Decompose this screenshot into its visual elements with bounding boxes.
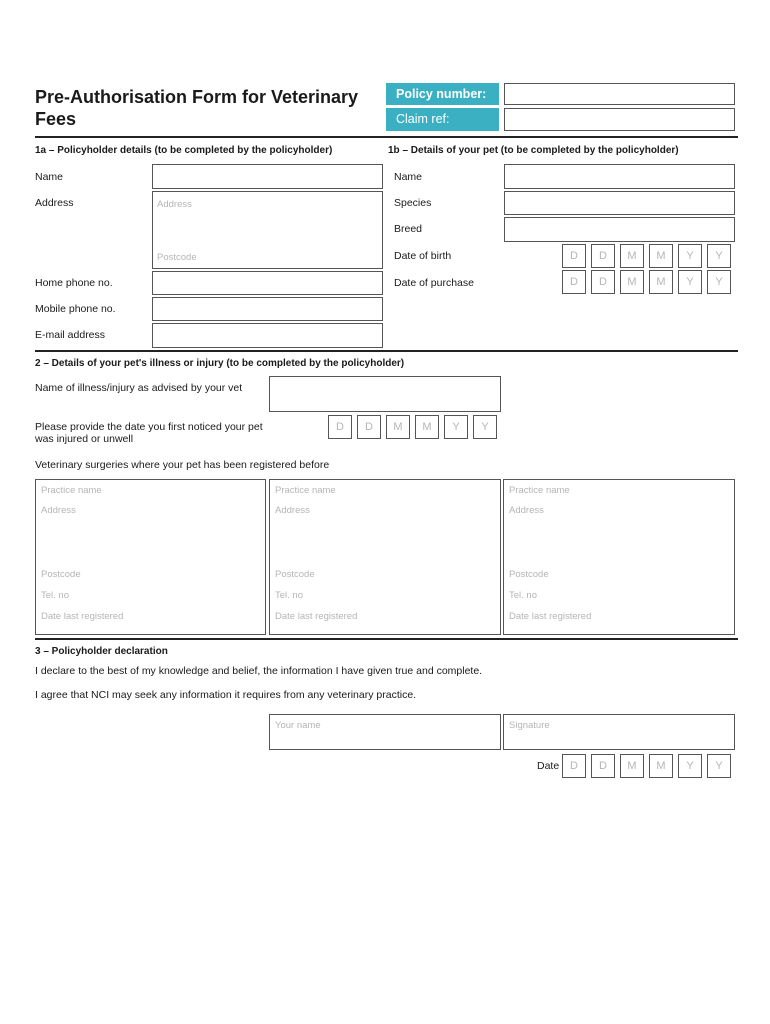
practice-address-placeholder: Address bbox=[275, 505, 310, 516]
date-digit-box[interactable]: D bbox=[591, 244, 615, 268]
date-digit-box[interactable]: Y bbox=[707, 270, 731, 294]
practice-tel-placeholder: Tel. no bbox=[509, 590, 537, 601]
date-digit-box[interactable]: D bbox=[591, 270, 615, 294]
practice-name-placeholder: Practice name bbox=[275, 485, 336, 496]
policyholder-name-field[interactable] bbox=[152, 164, 383, 189]
name-label: Name bbox=[35, 171, 64, 183]
pet-name-label: Name bbox=[394, 171, 423, 183]
address-label: Address bbox=[35, 197, 74, 209]
date-digit-box[interactable]: D bbox=[562, 270, 586, 294]
date-digit-box[interactable]: Y bbox=[678, 754, 702, 778]
signature-placeholder: Signature bbox=[509, 720, 550, 731]
practice-name-placeholder: Practice name bbox=[41, 485, 102, 496]
date-digit-box[interactable]: M bbox=[386, 415, 410, 439]
signature-field[interactable] bbox=[503, 714, 735, 750]
date-digit-box[interactable]: Y bbox=[678, 244, 702, 268]
email-field[interactable] bbox=[152, 323, 383, 348]
practice-postcode-placeholder: Postcode bbox=[41, 569, 81, 580]
your-name-field[interactable] bbox=[269, 714, 501, 750]
section-3-heading: 3 – Policyholder declaration bbox=[35, 646, 168, 657]
practice-name-placeholder: Practice name bbox=[509, 485, 570, 496]
section-1b-heading: 1b – Details of your pet (to be completed by the policyholder) bbox=[388, 145, 679, 156]
illness-label: Name of illness/injury as advised by your vet bbox=[35, 382, 243, 394]
date-digit-box[interactable]: Y bbox=[444, 415, 468, 439]
date-digit-box[interactable]: M bbox=[620, 754, 644, 778]
date-digit-box[interactable]: M bbox=[649, 244, 673, 268]
breed-field[interactable] bbox=[504, 217, 735, 242]
policy-number-field[interactable] bbox=[504, 83, 735, 105]
practice-tel-placeholder: Tel. no bbox=[275, 590, 303, 601]
date-digit-box[interactable]: Y bbox=[707, 244, 731, 268]
date-digit-box[interactable]: Y bbox=[707, 754, 731, 778]
date-digit-box[interactable]: D bbox=[591, 754, 615, 778]
purchase-date-label: Date of purchase bbox=[394, 277, 474, 289]
policy-number-label: Policy number: bbox=[386, 83, 499, 105]
email-label: E-mail address bbox=[35, 329, 106, 341]
species-label: Species bbox=[394, 197, 432, 209]
practice-address-placeholder: Address bbox=[509, 505, 544, 516]
section-1a-heading: 1a – Policyholder details (to be completed by the policyholder) bbox=[35, 145, 333, 156]
practice-postcode-placeholder: Postcode bbox=[509, 569, 549, 580]
date-digit-box[interactable]: M bbox=[649, 754, 673, 778]
page-title: Pre-Authorisation Form for Veterinary Fees bbox=[35, 87, 359, 129]
practice-panel-1[interactable] bbox=[35, 479, 266, 635]
practice-date-placeholder: Date last registered bbox=[509, 611, 592, 622]
mobile-phone-field[interactable] bbox=[152, 297, 383, 321]
claim-ref-field[interactable] bbox=[504, 108, 735, 131]
section-2-heading: 2 – Details of your pet's illness or injury (to be completed by the policyholder) bbox=[35, 358, 405, 369]
species-field[interactable] bbox=[504, 191, 735, 215]
divider bbox=[35, 136, 738, 138]
practice-date-placeholder: Date last registered bbox=[41, 611, 124, 622]
surgeries-label: Veterinary surgeries where your pet has been registered before bbox=[35, 459, 330, 471]
practice-address-placeholder: Address bbox=[41, 505, 76, 516]
date-digit-box[interactable]: D bbox=[328, 415, 352, 439]
claim-ref-label: Claim ref: bbox=[386, 108, 499, 131]
practice-panel-3[interactable] bbox=[503, 479, 735, 635]
practice-panel-2[interactable] bbox=[269, 479, 501, 635]
declaration-text-1: I declare to the best of my knowledge and belief, the information I have given true and complete. bbox=[35, 665, 483, 677]
divider bbox=[35, 350, 738, 352]
illness-field[interactable] bbox=[269, 376, 501, 412]
date-digit-box[interactable]: M bbox=[620, 244, 644, 268]
date-digit-box[interactable]: M bbox=[415, 415, 439, 439]
your-name-placeholder: Your name bbox=[275, 720, 321, 731]
date-digit-box[interactable]: M bbox=[620, 270, 644, 294]
address-placeholder: Address bbox=[157, 199, 192, 210]
date-noticed-label-line2: was injured or unwell bbox=[35, 433, 134, 445]
date-label: Date bbox=[537, 760, 560, 772]
date-digit-box[interactable]: M bbox=[649, 270, 673, 294]
date-digit-box[interactable]: D bbox=[562, 754, 586, 778]
address-field[interactable] bbox=[152, 191, 383, 269]
breed-label: Breed bbox=[394, 223, 423, 235]
date-digit-box[interactable]: D bbox=[357, 415, 381, 439]
declaration-text-2: I agree that NCI may seek any information it requires from any veterinary practice. bbox=[35, 689, 417, 701]
home-phone-label: Home phone no. bbox=[35, 277, 113, 289]
divider bbox=[35, 638, 738, 640]
pet-name-field[interactable] bbox=[504, 164, 735, 189]
date-digit-box[interactable]: Y bbox=[678, 270, 702, 294]
postcode-placeholder: Postcode bbox=[157, 252, 197, 263]
date-digit-box[interactable]: D bbox=[562, 244, 586, 268]
date-digit-box[interactable]: Y bbox=[473, 415, 497, 439]
mobile-phone-label: Mobile phone no. bbox=[35, 303, 116, 315]
home-phone-field[interactable] bbox=[152, 271, 383, 295]
practice-tel-placeholder: Tel. no bbox=[41, 590, 69, 601]
dob-label: Date of birth bbox=[394, 250, 452, 262]
date-noticed-label-line1: Please provide the date you first noticed your pet bbox=[35, 421, 263, 433]
practice-postcode-placeholder: Postcode bbox=[275, 569, 315, 580]
practice-date-placeholder: Date last registered bbox=[275, 611, 358, 622]
